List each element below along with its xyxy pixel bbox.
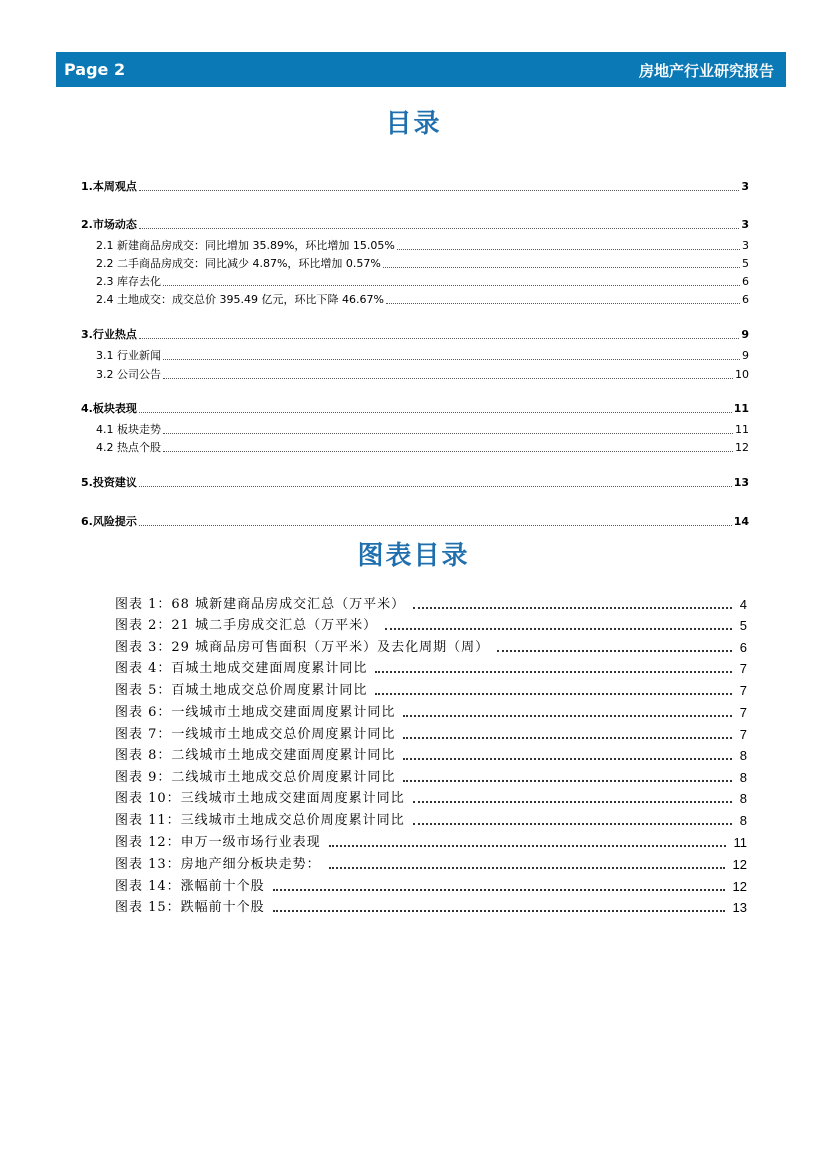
figure-entry[interactable] <box>115 811 747 829</box>
toc-entry-label: 4.2 热点个股 <box>96 441 161 454</box>
figure-entry[interactable] <box>115 638 747 656</box>
toc-entry-label: 2.市场动态 <box>81 218 137 231</box>
figure-entry-label: 图表 11：三线城市土地成交总价周度累计同比 <box>115 813 405 828</box>
figure-entry-page: 8 <box>739 813 747 828</box>
figure-entry[interactable] <box>115 616 747 634</box>
figure-entry-label: 图表 4：百城土地成交建面周度累计同比 <box>115 661 368 676</box>
page-number: Page 2 <box>64 60 126 79</box>
figure-entry-label: 图表 15：跌幅前十个股 <box>115 900 265 915</box>
page-header <box>56 52 786 87</box>
figure-entry-label: 图表 8：二线城市土地成交建面周度累计同比 <box>115 748 396 763</box>
figure-entry-page: 7 <box>739 705 747 720</box>
toc-entry-label: 3.2 公司公告 <box>96 368 161 381</box>
toc-entry-label: 5.投资建议 <box>81 476 137 489</box>
toc-entry-label: 2.4 土地成交：成交总价 395.49 亿元，环比下降 46.67% <box>96 293 384 306</box>
figure-entry-page: 12 <box>732 857 747 872</box>
toc-entry[interactable] <box>96 366 749 382</box>
figure-entry-page: 5 <box>739 618 747 633</box>
toc-entry-label: 4.板块表现 <box>81 402 137 415</box>
figure-entry-page: 7 <box>739 727 747 742</box>
figure-entry[interactable] <box>115 898 747 916</box>
toc-entry-page: 6 <box>742 275 749 288</box>
figure-entry-page: 7 <box>739 683 747 698</box>
toc-entry-page: 3 <box>741 180 749 193</box>
figure-entry-page: 8 <box>739 791 747 806</box>
figure-entry-label: 图表 6：一线城市土地成交建面周度累计同比 <box>115 705 396 720</box>
toc-entry-page: 11 <box>735 423 749 436</box>
figure-entry[interactable] <box>115 659 747 677</box>
toc-entry[interactable] <box>81 474 749 490</box>
figure-entry[interactable] <box>115 681 747 699</box>
toc-entry-page: 9 <box>742 349 749 362</box>
figure-entry-label: 图表 3：29 城商品房可售面积（万平米）及去化周期（周） <box>115 640 490 655</box>
toc-entry[interactable] <box>96 439 749 455</box>
figure-entry-page: 8 <box>739 770 747 785</box>
toc-entry[interactable] <box>96 237 749 253</box>
figure-entry-page: 11 <box>733 835 747 850</box>
figure-entry-page: 6 <box>739 640 747 655</box>
toc-entry-page: 12 <box>735 441 749 454</box>
figure-list-heading: 图表目录 <box>357 541 470 571</box>
toc-entry-page: 10 <box>735 368 749 381</box>
toc-entry-label: 3.1 行业新闻 <box>96 349 161 362</box>
figure-entry-label: 图表 12：申万一级市场行业表现 <box>115 835 321 850</box>
toc-entry-page: 6 <box>742 293 749 306</box>
toc-entry-page: 11 <box>733 402 749 415</box>
toc-entry-page: 5 <box>742 257 749 270</box>
figure-entry[interactable] <box>115 746 747 764</box>
figure-entry-page: 12 <box>732 879 747 894</box>
toc-entry-label: 2.1 新建商品房成交：同比增加 35.89%，环比增加 15.05% <box>96 239 395 252</box>
figure-entry[interactable] <box>115 595 747 613</box>
report-title: 房地产行业研究报告 <box>638 62 774 80</box>
toc-entry-page: 3 <box>742 239 749 252</box>
toc-entry[interactable] <box>81 216 749 232</box>
toc-entry-label: 2.3 库存去化 <box>96 275 161 288</box>
figure-entry-label: 图表 9：二线城市土地成交总价周度累计同比 <box>115 770 396 785</box>
toc-entry-label: 2.2 二手商品房成交：同比减少 4.87%，环比增加 0.57% <box>96 257 381 270</box>
figure-entry[interactable] <box>115 703 747 721</box>
figure-entry-label: 图表 2：21 城二手房成交汇总（万平米） <box>115 618 378 633</box>
toc-entry-page: 13 <box>733 476 749 489</box>
toc-entry[interactable] <box>81 326 749 342</box>
figure-entry-label: 图表 13：房地产细分板块走势： <box>115 857 321 872</box>
figure-entry-label: 图表 7：一线城市土地成交总价周度累计同比 <box>115 727 396 742</box>
toc-entry[interactable] <box>96 273 749 289</box>
toc-entry-label: 6.风险提示 <box>81 515 137 528</box>
toc-entry[interactable] <box>81 513 749 529</box>
figure-entry[interactable] <box>115 833 747 851</box>
figure-entry[interactable] <box>115 725 747 743</box>
toc-entry[interactable] <box>96 347 749 363</box>
figure-entry[interactable] <box>115 768 747 786</box>
figure-entry[interactable] <box>115 855 747 873</box>
toc-entry-label: 3.行业热点 <box>81 328 137 341</box>
figure-entry[interactable] <box>115 789 747 807</box>
figure-entry-page: 13 <box>732 900 747 915</box>
toc-entry-page: 3 <box>741 218 749 231</box>
figure-entry-label: 图表 10：三线城市土地成交建面周度累计同比 <box>115 791 405 806</box>
toc-entry[interactable] <box>96 255 749 271</box>
toc-entry-label: 4.1 板块走势 <box>96 423 161 436</box>
toc-entry-label: 1.本周观点 <box>81 180 137 193</box>
figure-entry-label: 图表 1：68 城新建商品房成交汇总（万平米） <box>115 597 406 612</box>
figure-entry[interactable] <box>115 877 747 895</box>
toc-entry[interactable] <box>81 400 749 416</box>
toc-entry[interactable] <box>81 178 749 194</box>
toc-entry-page: 9 <box>741 328 749 341</box>
figure-entry-page: 4 <box>739 597 747 612</box>
toc-entry[interactable] <box>96 421 749 437</box>
figure-entry-page: 8 <box>739 748 747 763</box>
figure-entry-label: 图表 14：涨幅前十个股 <box>115 879 265 894</box>
figure-entry-page: 7 <box>739 661 747 676</box>
toc-entry-page: 14 <box>733 515 749 528</box>
toc-heading: 目录 <box>385 109 442 139</box>
toc-entry[interactable] <box>96 291 749 307</box>
figure-entry-label: 图表 5：百城土地成交总价周度累计同比 <box>115 683 368 698</box>
